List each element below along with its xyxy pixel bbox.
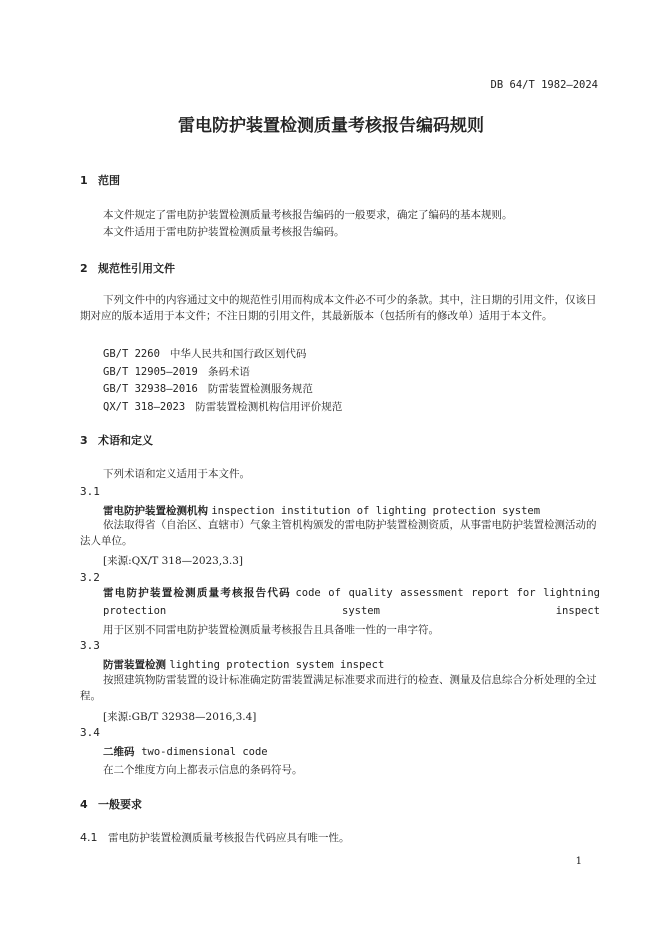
term-definition: 在二个维度方向上都表示信息的条码符号。: [103, 764, 303, 776]
term-heading: [103, 503, 540, 518]
term-definition: 依法取得省（自治区、直辖市）气象主管机构颁发的雷电防护装置检测资质，从事雷电防护装置检测活动的法人单位。: [80, 519, 597, 547]
section-number: 1: [80, 174, 88, 187]
term-number: 3.3: [80, 639, 100, 652]
reference-title: 中华人民共和国行政区划代码: [169, 348, 307, 360]
reference-title: 条码术语: [207, 366, 250, 378]
paragraph: 本文件规定了雷电防护装置检测质量考核报告编码的一般要求，确定了编码的基本规则。: [103, 209, 513, 221]
term-number: 3.2: [80, 571, 100, 584]
section-3-heading: [80, 432, 153, 448]
reference-item: [103, 399, 342, 414]
term-en: two-dimensional code: [141, 746, 268, 758]
section-title: 规范性引用文件: [98, 262, 175, 275]
document-title: 雷电防护装置检测质量考核报告编码规则: [178, 116, 484, 136]
section-title: 术语和定义: [98, 434, 153, 447]
section-1-heading: [80, 172, 120, 188]
section-title: 一般要求: [98, 798, 142, 811]
term-heading: [103, 657, 384, 672]
clause: [80, 830, 350, 845]
term-en: lighting protection system inspect: [169, 659, 385, 671]
term-zh: 雷电防护装置检测质量考核报告代码: [103, 587, 291, 599]
term-zh: 防雷装置检测: [103, 659, 166, 671]
reference-item: [103, 346, 306, 361]
term-number: 3.1: [80, 485, 100, 498]
term-en: inspection institution of lighting protection system: [211, 505, 541, 517]
paragraph: 下列术语和定义适用于本文件。: [103, 468, 250, 480]
section-number: 3: [80, 434, 88, 447]
clause-number: 4.1: [80, 831, 98, 844]
term-source: [来源:QX/T 318—2023,3.3]: [103, 555, 243, 567]
section-number: 4: [80, 798, 88, 811]
reference-code: QX/T 318—2023: [103, 401, 186, 413]
term-zh: 二维码: [103, 746, 135, 758]
section-title: 范围: [98, 174, 120, 187]
term-definition: 用于区别不同雷电防护装置检测质量考核报告且具备唯一性的一串字符。: [103, 624, 439, 636]
document-code: DB 64/T 1982—2024: [490, 79, 598, 91]
term-en: code of quality assessment report for lightning protection system inspect: [103, 587, 600, 617]
page-number: 1: [575, 856, 582, 867]
reference-code: GB/T 2260: [103, 348, 160, 360]
paragraph: 本文件适用于雷电防护装置检测质量考核报告编码。: [103, 226, 345, 238]
section-4-heading: [80, 796, 142, 812]
term-heading: [103, 744, 268, 759]
section-number: 2: [80, 262, 88, 275]
term-number: 3.4: [80, 726, 100, 739]
term-zh: 雷电防护装置检测机构: [103, 505, 208, 517]
reference-code: GB/T 12905—2019: [103, 366, 198, 378]
term-definition: 按照建筑物防雷装置的设计标准确定防雷装置满足标准要求而进行的检查、测量及信息综合分析处理的全过程。: [80, 674, 597, 702]
term-source: [来源:GB/T 32938—2016,3.4]: [103, 711, 257, 723]
paragraph: 下列文件中的内容通过文中的规范性引用而构成本文件必不可少的条款。其中，注日期的引用文件，仅该日期对应的版本适用于本文件；不注日期的引用文件，其最新版本（包括所有的修改单）适用于本文件。: [80, 294, 597, 322]
reference-item: [103, 381, 313, 396]
term-heading: [103, 584, 600, 620]
section-2-heading: [80, 260, 175, 276]
reference-title: 防雷装置检测机构信用评价规范: [195, 401, 343, 413]
reference-title: 防雷装置检测服务规范: [207, 383, 313, 395]
clause-text: 雷电防护装置检测质量考核报告代码应具有唯一性。: [108, 832, 350, 844]
reference-item: [103, 364, 250, 379]
reference-code: GB/T 32938—2016: [103, 383, 198, 395]
